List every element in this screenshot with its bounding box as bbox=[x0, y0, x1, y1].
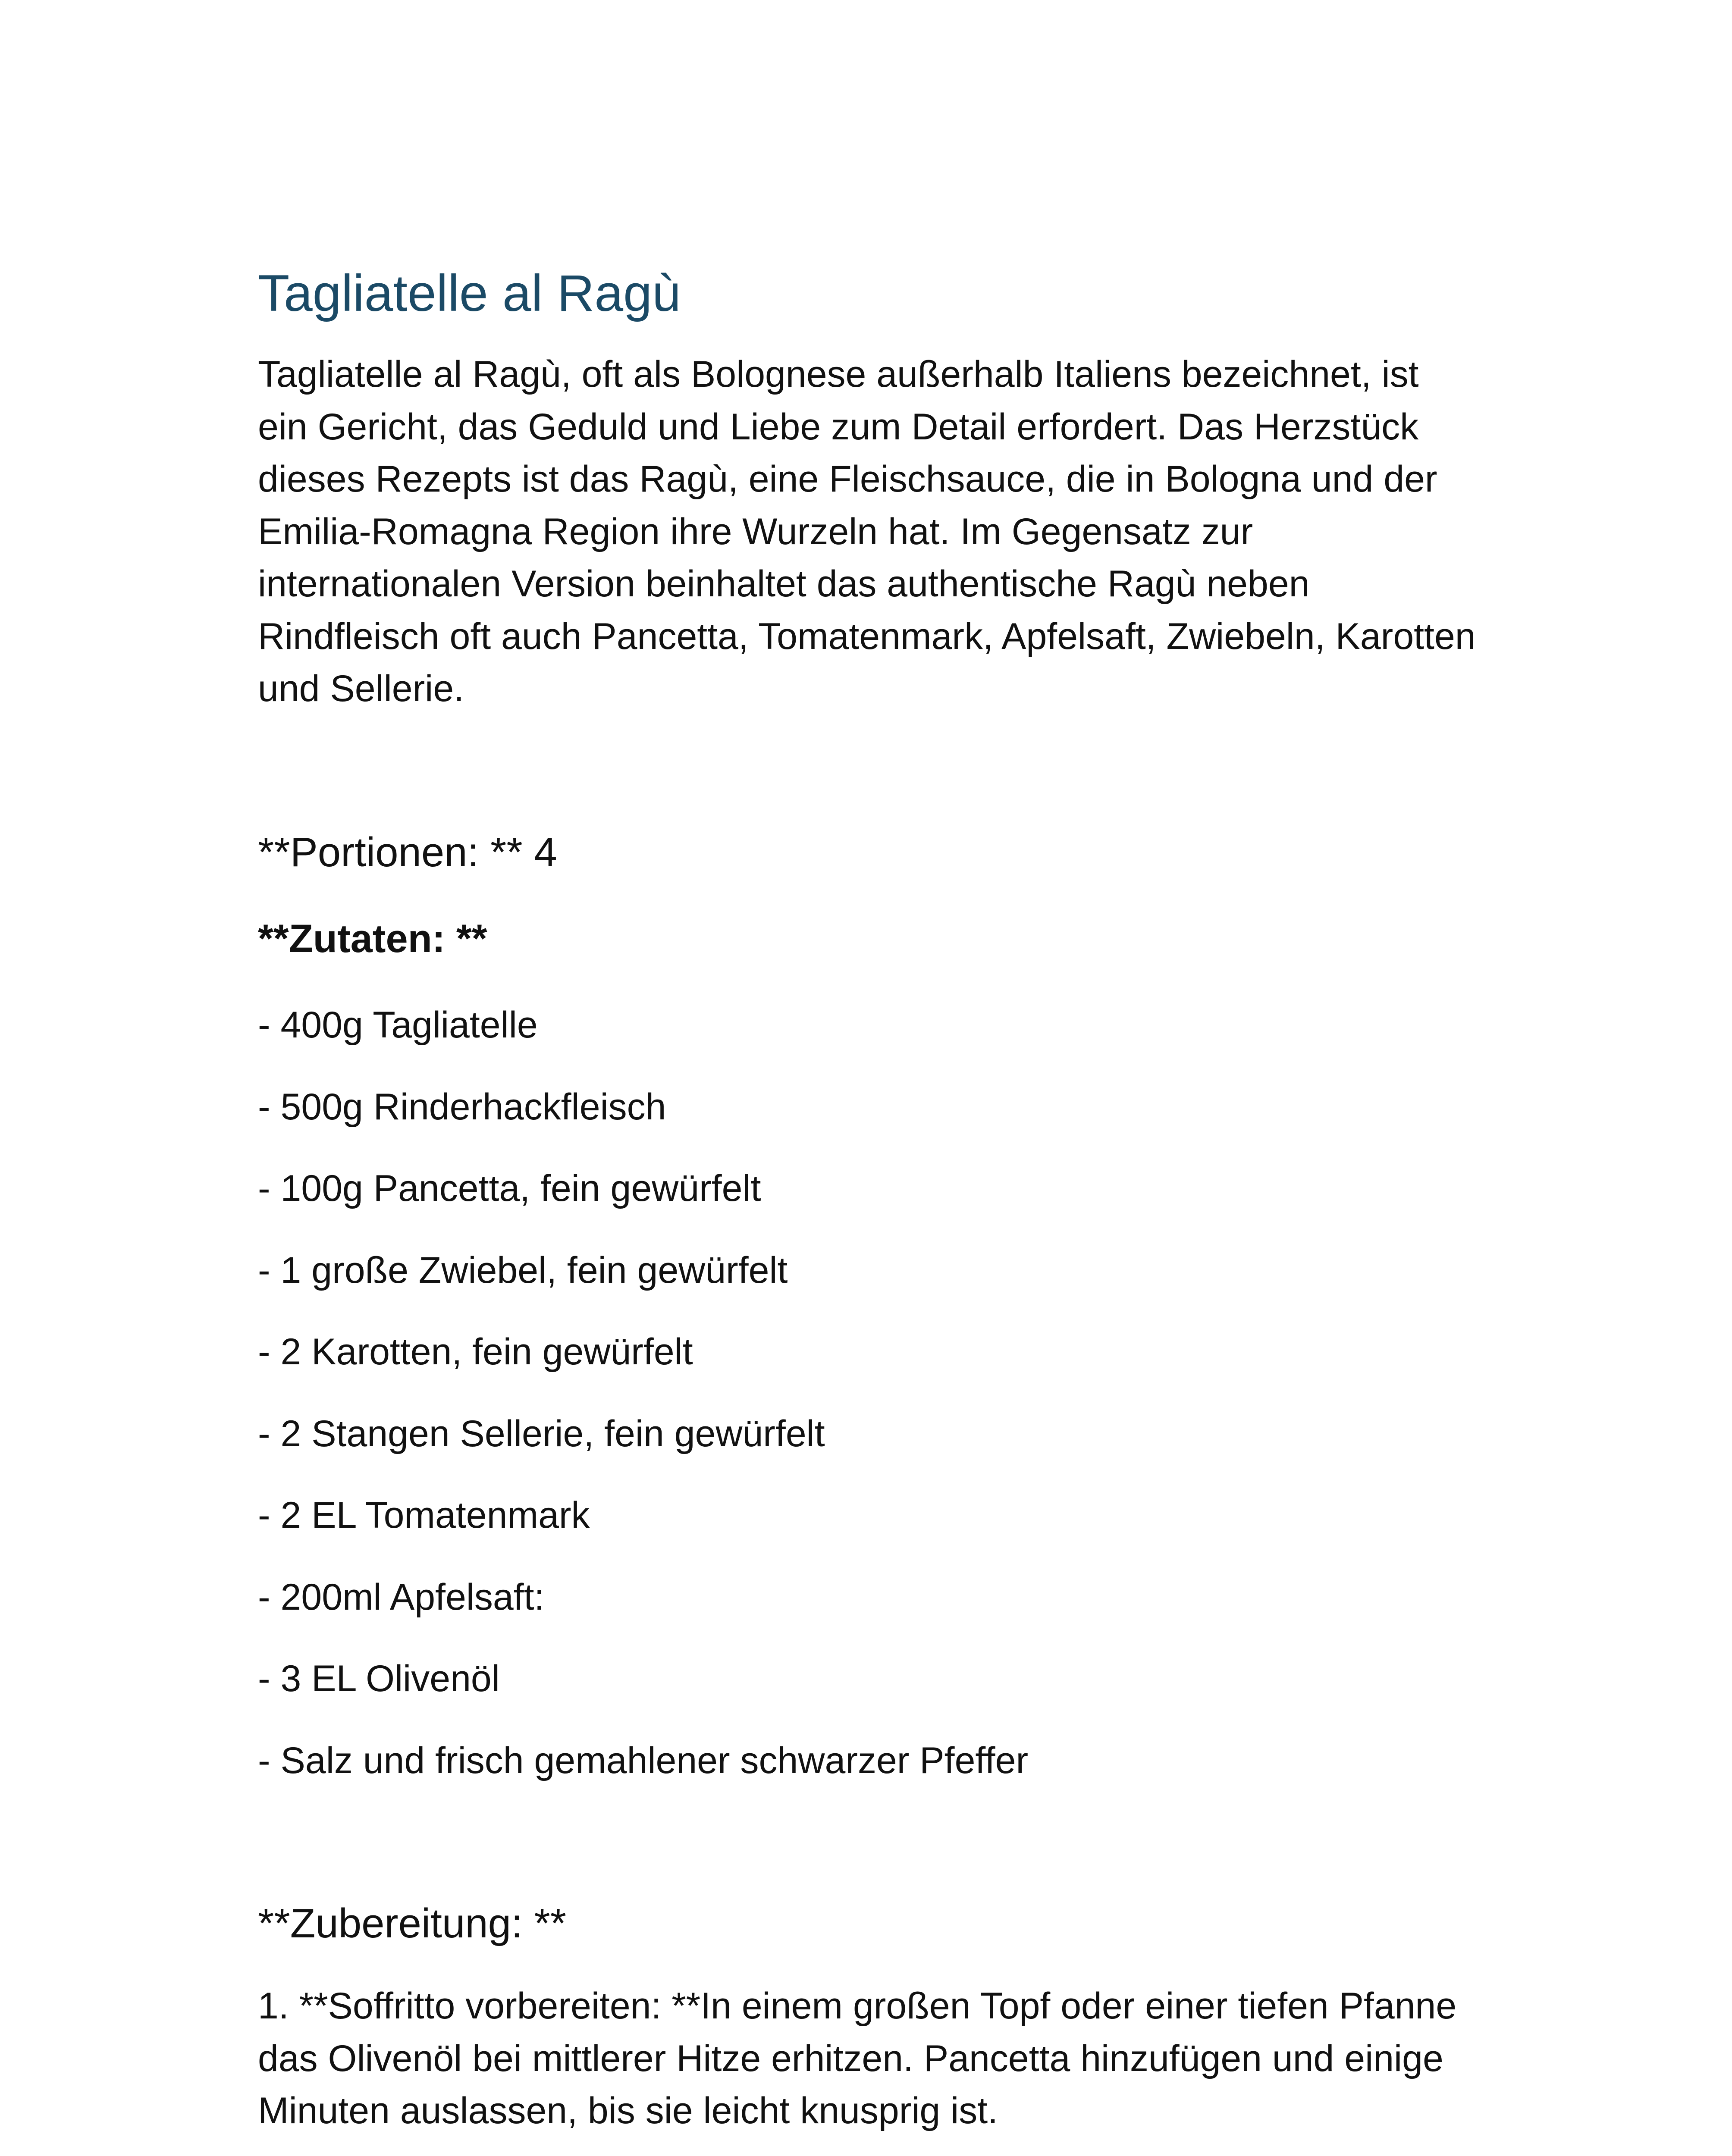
ingredient-item: - 200ml Apfelsaft: bbox=[258, 1576, 545, 1618]
servings-line: **Portionen: ** 4 bbox=[258, 829, 557, 875]
preparation-heading: **Zubereitung: ** bbox=[258, 1900, 567, 1946]
ingredient-item: - 500g Rinderhackfleisch bbox=[258, 1086, 666, 1128]
ingredient-item: - 2 EL Tomatenmark bbox=[258, 1495, 590, 1536]
ingredient-item: - 2 Karotten, fein gewürfelt bbox=[258, 1331, 693, 1373]
ingredient-item: - 1 große Zwiebel, fein gewürfelt bbox=[258, 1249, 788, 1291]
recipe-intro: Tagliatelle al Ragù, oft als Bolognese außerhalb Italiens bezeichnet, ist ein Gericht, das Geduld und Liebe zum Detail erfordert. Das Herzstück dieses Rezepts ist das Ragù, eine Fleischsauce, die in Bologna und der Emilia-Romagna Region ihre Wurzeln hat. Im Gegensatz zur internationalen Version beinhaltet das authentische Ragù neben Rindfleisch oft auch Pancetta, Tomatenmark, Apfelsaft, Zwiebeln, Karotten und Sellerie. bbox=[258, 354, 1476, 709]
ingredient-item: - 400g Tagliatelle bbox=[258, 1004, 538, 1046]
preparation-step: 1. **Soffritto vorbereiten: **In einem großen Topf oder einer tiefen Pfanne das Olivenöl bei mittlerer Hitze erhitzen. Pancetta hinzufügen und einige Minuten auslassen, bis sie leicht knusprig ist. bbox=[258, 1985, 1457, 2131]
ingredients-list bbox=[258, 997, 1028, 1814]
ingredient-item: - 3 EL Olivenöl bbox=[258, 1658, 500, 1699]
recipe-title: Tagliatelle al Ragù bbox=[258, 264, 681, 322]
ingredient-item: - 2 Stangen Sellerie, fein gewürfelt bbox=[258, 1413, 825, 1454]
ingredient-item: - 100g Pancetta, fein gewürfelt bbox=[258, 1168, 761, 1209]
ingredients-heading: **Zutaten: ** bbox=[258, 917, 487, 961]
ingredient-item: - Salz und frisch gemahlener schwarzer Pfeffer bbox=[258, 1739, 1029, 1781]
